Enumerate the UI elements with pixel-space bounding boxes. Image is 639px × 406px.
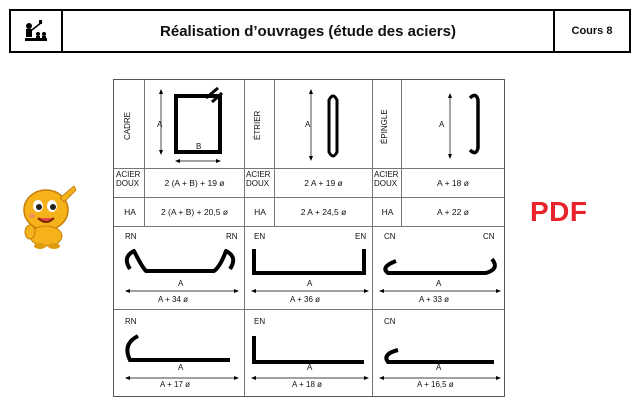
hook-single-cn-tag: CN	[384, 317, 396, 326]
hook-en-left-tag: EN	[254, 232, 266, 241]
hook-single-en-length: A + 18 ø	[292, 380, 323, 389]
epingle-dim-a: A	[439, 120, 445, 129]
course-number: Cours 8	[553, 11, 629, 51]
etrier-dim-a: A	[305, 120, 311, 129]
row-label-ha-2: HA	[254, 207, 266, 217]
ha-epingle: A + 22 ø	[437, 207, 469, 217]
hook-cn-right-tag: CN	[483, 232, 495, 241]
ha-cadre: 2 (A + B) + 20,5 ø	[160, 207, 229, 217]
row-label-acier-doux-2: ACIER DOUX	[246, 170, 271, 188]
row-label-ha-3: HA	[381, 207, 394, 217]
teacher-pointing-icon	[11, 11, 63, 51]
hook-en-length: A + 36 ø	[290, 295, 321, 304]
acier-doux-etrier: 2 A + 19 ø	[304, 178, 343, 188]
hook-single-cn-length: A + 16,5 ø	[417, 380, 454, 389]
hook-single-rn-length: A + 17 ø	[160, 380, 191, 389]
hook-en-dim: A	[307, 279, 313, 288]
cadre-dim-b: B	[196, 142, 202, 151]
etrier-diagram	[275, 84, 371, 168]
hook-rn-length: A + 34 ø	[158, 295, 189, 304]
hook-single-rn-dim: A	[178, 363, 184, 372]
shape-name-epingle: ÉPINGLE	[380, 109, 389, 144]
row-label-acier-doux-3: ACIER DOUX	[374, 170, 399, 188]
hook-en-right-tag: EN	[355, 232, 367, 241]
shape-name-etrier: ÉTRIER	[253, 110, 262, 140]
epingle-diagram	[402, 84, 504, 168]
row-label-ha: HA	[124, 207, 136, 217]
hook-rn-left-tag: RN	[125, 232, 137, 241]
cadre-dim-a: A	[157, 120, 163, 129]
hook-cn-dim: A	[436, 279, 442, 288]
hook-single-en-tag: EN	[254, 317, 266, 326]
page-title: Réalisation d’ouvrages (étude des aciers)	[160, 22, 456, 40]
ha-etrier: 2 A + 24,5 ø	[300, 207, 347, 217]
hook-cn-length: A + 33 ø	[419, 295, 450, 304]
hook-rn-dim: A	[178, 279, 184, 288]
hook-single-cn-dim: A	[436, 363, 442, 372]
hook-rn-right-tag: RN	[226, 232, 238, 241]
cartoon-mascot-icon	[16, 180, 80, 255]
acier-doux-epingle: A + 18 ø	[437, 178, 469, 188]
shape-name-cadre: CADRE	[123, 111, 132, 140]
hook-single-en-dim: A	[307, 363, 313, 372]
acier-doux-cadre: 2 (A + B) + 19 ø	[164, 178, 225, 188]
hook-single-rn-tag: RN	[125, 317, 137, 326]
pdf-badge: PDF	[530, 196, 588, 227]
hook-cn-left-tag: CN	[384, 232, 396, 241]
header-bar	[9, 9, 631, 53]
rebar-table	[113, 79, 505, 397]
row-label-acier-doux: ACIER DOUX	[116, 170, 141, 188]
